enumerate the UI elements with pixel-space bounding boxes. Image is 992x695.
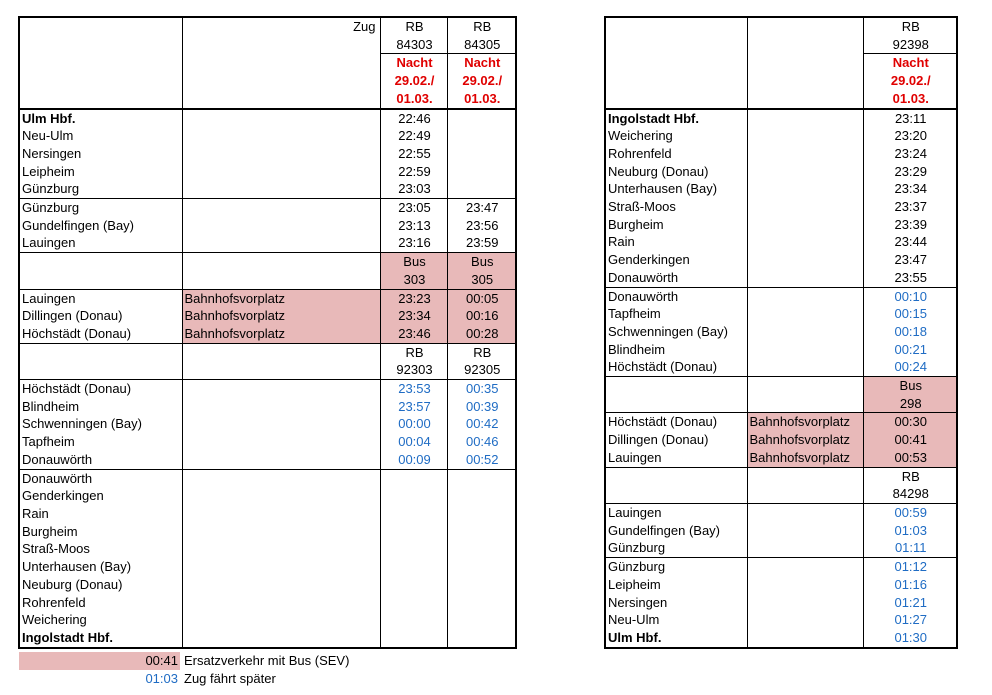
departure-time: 23:53 (380, 380, 447, 398)
train-number: 84305 (447, 36, 515, 54)
departure-time: 22:59 (380, 163, 447, 181)
table-row (606, 251, 956, 269)
station-name: Weichering (20, 611, 182, 629)
departure-time: 00:09 (380, 451, 447, 469)
table-row (606, 287, 956, 305)
station-name: Donauwörth (20, 451, 182, 469)
service-type: Bus (447, 253, 515, 271)
table-row (606, 198, 956, 216)
table-row (20, 629, 515, 647)
legend (19, 652, 349, 688)
station-name: Neuburg (Donau) (606, 163, 747, 181)
station-name: Höchstädt (Donau) (20, 380, 182, 398)
departure-time: 23:34 (894, 181, 928, 197)
station-name: Genderkingen (20, 487, 182, 505)
departure-time: 23:59 (465, 235, 499, 251)
service-number: 303 (380, 271, 447, 289)
table-row (606, 413, 956, 431)
departure-time: 23:11 (863, 109, 956, 128)
date-label: 01.03. (380, 90, 447, 109)
table-row (606, 629, 956, 647)
departure-time (447, 127, 515, 145)
table-row (20, 109, 515, 128)
departure-time: 23:16 (380, 234, 447, 252)
departure-time: 00:05 (447, 289, 515, 307)
departure-time (447, 180, 515, 198)
station-name: Genderkingen (606, 251, 747, 269)
departure-time: 23:13 (380, 217, 447, 235)
table-row (20, 380, 515, 398)
table-row (20, 611, 515, 629)
bus-stop: Bahnhofsvorplatz (747, 431, 863, 449)
station-name: Leipheim (20, 163, 182, 181)
station-name: Höchstädt (Donau) (606, 413, 747, 431)
station-name: Weichering (606, 127, 747, 145)
service-header (606, 377, 956, 395)
table-row (20, 398, 515, 416)
departure-time: 01:21 (894, 594, 928, 610)
table-row (20, 163, 515, 181)
departure-time (447, 145, 515, 163)
station-name: Nersingen (20, 145, 182, 163)
table-row (20, 127, 515, 145)
departure-time: 23:37 (894, 199, 928, 215)
table-row (20, 199, 515, 217)
station-name: Unterhausen (Bay) (606, 180, 747, 198)
station-name: Donauwörth (20, 469, 182, 487)
bus-stop: Bahnhofsvorplatz (747, 413, 863, 431)
station-name: Tapfheim (20, 433, 182, 451)
train-type: RB (473, 19, 492, 34)
station-name: Ulm Hbf. (20, 109, 182, 128)
station-name: Lauingen (20, 234, 182, 252)
train-number: 84303 (380, 36, 447, 54)
table-row (606, 163, 956, 181)
station-name: Rohrenfeld (20, 594, 182, 612)
departure-time: 00:35 (447, 380, 515, 398)
departure-time: 00:24 (894, 359, 928, 375)
departure-time: 22:55 (380, 145, 447, 163)
station-name: Dillingen (Donau) (20, 307, 182, 325)
service-type: RB (447, 343, 515, 361)
departure-time: 00:16 (447, 307, 515, 325)
service-type: Bus (380, 253, 447, 271)
station-name: Leipheim (606, 576, 747, 594)
table-row (20, 415, 515, 433)
table-row (20, 289, 515, 307)
departure-time: 23:56 (465, 217, 499, 233)
station-name: Ulm Hbf. (606, 629, 747, 647)
station-name: Burgheim (606, 216, 747, 234)
table-row (606, 431, 956, 449)
date-label: 29.02./ (462, 73, 503, 89)
station-name: Burgheim (20, 523, 182, 541)
table-row (606, 145, 956, 163)
station-name: Rohrenfeld (606, 145, 747, 163)
table-row (606, 558, 956, 576)
bus-stop: Bahnhofsvorplatz (182, 325, 380, 343)
table-row (20, 451, 515, 469)
departure-time: 00:28 (447, 325, 515, 343)
bus-stop: Bahnhofsvorplatz (747, 449, 863, 467)
departure-time: 00:52 (465, 451, 499, 467)
service-number: 84298 (863, 485, 956, 503)
station-name: Donauwörth (606, 287, 747, 305)
zug-label: Zug (182, 18, 380, 109)
station-name: Schwenningen (Bay) (606, 323, 747, 341)
departure-time: 23:03 (380, 180, 447, 198)
station-name: Rain (606, 233, 747, 251)
table-row (606, 269, 956, 287)
legend-late-sample: 01:03 (145, 671, 178, 686)
table-row (20, 307, 515, 325)
table-row (20, 217, 515, 235)
table-row (606, 109, 956, 128)
departure-time: 23:39 (894, 216, 928, 232)
departure-time: 00:59 (863, 503, 956, 521)
station-name: Gundelfingen (Bay) (20, 217, 182, 235)
table-row (20, 558, 515, 576)
table-row (20, 594, 515, 612)
station-name: Günzburg (606, 558, 747, 576)
departure-time: 00:41 (863, 431, 956, 449)
departure-time (447, 163, 515, 181)
table-row (20, 145, 515, 163)
service-number: 298 (863, 395, 956, 413)
legend-sev-sample: 00:41 (19, 652, 180, 670)
station-name: Neuburg (Donau) (20, 576, 182, 594)
station-name: Lauingen (20, 289, 182, 307)
table-row (606, 305, 956, 323)
table-row (606, 233, 956, 251)
station-name: Unterhausen (Bay) (20, 558, 182, 576)
table-row (606, 611, 956, 629)
service-type: RB (863, 467, 956, 485)
service-header (20, 343, 515, 361)
departure-time: 00:04 (380, 433, 447, 451)
table-row (20, 505, 515, 523)
departure-time: 01:27 (894, 612, 928, 628)
table-row (606, 503, 956, 521)
station-name: Blindheim (20, 398, 182, 416)
service-header (606, 467, 956, 485)
station-name: Tapfheim (606, 305, 747, 323)
departure-time: 00:21 (894, 341, 928, 357)
departure-time: 23:05 (380, 199, 447, 217)
timetable-ulm-ingolstadt (18, 16, 517, 649)
legend-late-text: Zug fährt später (184, 671, 276, 686)
departure-time: 01:12 (863, 558, 956, 576)
table-row (20, 576, 515, 594)
departure-time: 00:00 (380, 415, 447, 433)
table-row (20, 433, 515, 451)
table-row (606, 594, 956, 612)
train-type: RB (380, 18, 447, 36)
departure-time: 23:29 (894, 163, 928, 179)
station-name: Günzburg (606, 539, 747, 557)
station-name: Neu-Ulm (20, 127, 182, 145)
departure-time: 00:10 (863, 287, 956, 305)
departure-time: 01:03 (894, 522, 928, 538)
table-row (606, 341, 956, 359)
night-label: Nacht (380, 54, 447, 72)
date-label: 01.03. (464, 90, 501, 106)
station-name: Neu-Ulm (606, 611, 747, 629)
date-label: 01.03. (892, 90, 929, 106)
bus-stop: Bahnhofsvorplatz (182, 307, 380, 325)
service-header (20, 253, 515, 271)
station-name: Lauingen (606, 449, 747, 467)
night-label: Nacht (464, 55, 501, 71)
station-name: Straß-Moos (20, 540, 182, 558)
legend-sev-text: Ersatzverkehr mit Bus (SEV) (184, 653, 350, 668)
train-number: 92398 (863, 36, 956, 54)
departure-time: 00:15 (894, 306, 928, 322)
service-type: RB (380, 343, 447, 361)
date-label: 29.02./ (890, 73, 931, 89)
departure-time: 23:46 (380, 325, 447, 343)
station-name: Nersingen (606, 594, 747, 612)
departure-time: 00:30 (863, 413, 956, 431)
table-row (606, 358, 956, 376)
table-row (606, 576, 956, 594)
table-row (20, 523, 515, 541)
departure-time: 00:18 (894, 323, 928, 339)
departure-time: 23:24 (894, 145, 928, 161)
departure-time: 22:46 (380, 109, 447, 128)
departure-time: 23:20 (894, 128, 928, 144)
night-label: Nacht (892, 55, 929, 71)
table-row (20, 469, 515, 487)
departure-time: 00:39 (465, 398, 499, 414)
table-row (606, 449, 956, 467)
departure-time: 00:46 (465, 434, 499, 450)
table-row (606, 216, 956, 234)
station-name: Günzburg (20, 199, 182, 217)
station-name: Dillingen (Donau) (606, 431, 747, 449)
service-type: Bus (863, 377, 956, 395)
table-row (20, 234, 515, 252)
station-name: Höchstädt (Donau) (606, 358, 747, 376)
service-number: 305 (447, 271, 515, 289)
departure-time: 22:49 (380, 127, 447, 145)
timetable-ingolstadt-ulm (604, 16, 958, 649)
table-row (606, 539, 956, 557)
table-row (606, 180, 956, 198)
departure-time: 23:44 (894, 234, 928, 250)
station-name: Donauwörth (606, 269, 747, 287)
departure-time: 23:47 (894, 252, 928, 268)
table-row (606, 323, 956, 341)
station-name: Gundelfingen (Bay) (606, 522, 747, 540)
departure-time: 23:47 (447, 199, 515, 217)
station-name: Ingolstadt Hbf. (20, 629, 182, 647)
table-row (20, 487, 515, 505)
station-name: Rain (20, 505, 182, 523)
departure-time: 00:53 (863, 449, 956, 467)
departure-time: 00:42 (465, 416, 499, 432)
departure-time: 01:11 (894, 540, 927, 556)
departure-time: 23:23 (380, 289, 447, 307)
station-name: Günzburg (20, 180, 182, 198)
station-name: Straß-Moos (606, 198, 747, 216)
station-name: Blindheim (606, 341, 747, 359)
departure-time: 23:34 (380, 307, 447, 325)
departure-time: 01:16 (894, 576, 928, 592)
station-name: Höchstädt (Donau) (20, 325, 182, 343)
departure-time: 23:57 (380, 398, 447, 416)
station-name: Lauingen (606, 503, 747, 521)
table-row (606, 127, 956, 145)
service-number: 92303 (380, 361, 447, 379)
date-label: 29.02./ (380, 72, 447, 90)
table-row (606, 522, 956, 540)
table-row (20, 325, 515, 343)
bus-stop: Bahnhofsvorplatz (182, 289, 380, 307)
train-type: RB (901, 19, 920, 34)
service-number: 92305 (464, 362, 501, 378)
departure-time: 23:55 (894, 269, 928, 285)
station-name: Ingolstadt Hbf. (606, 109, 747, 128)
station-name: Schwenningen (Bay) (20, 415, 182, 433)
table-row (20, 180, 515, 198)
departure-time (447, 109, 515, 128)
departure-time: 01:30 (894, 629, 928, 645)
table-row (20, 540, 515, 558)
